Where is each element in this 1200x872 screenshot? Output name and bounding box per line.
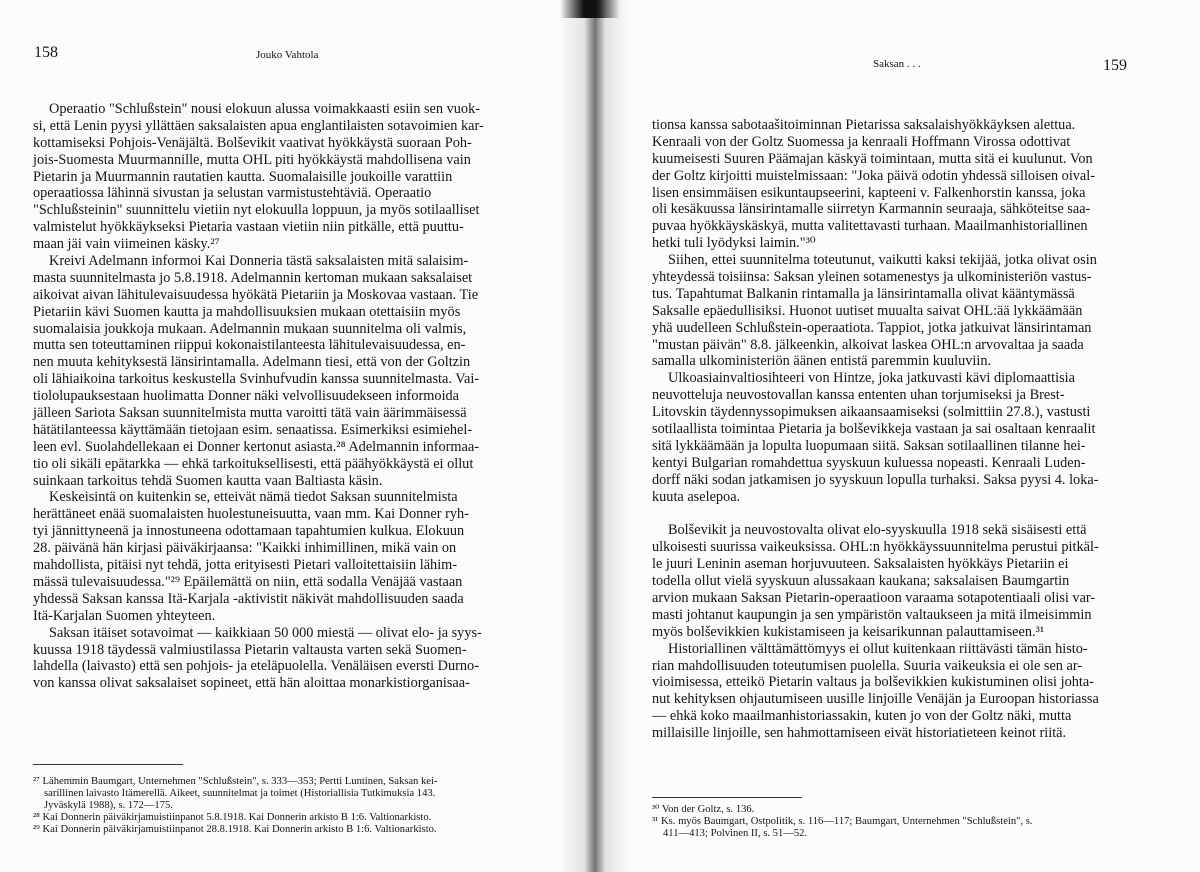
text-line: Kreivi Adelmann informoi Kai Donneria tästä saksalaisten mitä salaisim- — [49, 253, 469, 270]
footnote-line: sarillinen laivasto Itämerellä. Aikeet, suunnitelmat ja toimet (Historiallisia Tutkimuksia 143. — [44, 787, 436, 799]
text-line: Saksalle epäedullisiksi. Huonot uutiset muualta saivat OHL:ää lykkäämään — [652, 302, 1083, 319]
text-line: yhä uudelleen Schlußstein-operaatiota. Tappiot, jotka jatkuivat länsirintaman — [652, 319, 1092, 336]
text-line: Pietarin ja Muurmannin rautatien kautta. Suomalaisille joukoille varattiin — [33, 168, 453, 185]
text-line: myös bolševikkien kukistamiseen ja keisarikunnan palauttamiseen.³¹ — [652, 623, 1045, 640]
footnote-line: ²⁷ Lähemmin Baumgart, Unternehmen "Schlußstein", s. 333—353; Pertti Luntinen, Saksan kei- — [33, 776, 438, 787]
text-line: yhteydessä toisiinsa: Saksan yleinen sotamenestys ja ulkoministeriön vastus- — [652, 269, 1092, 286]
text-line: lahdella (laivasto) että sen pohjois- ja eteläpuolella. Venäläisen eversti Durno- — [33, 658, 479, 675]
text-line: sotilaallista toimintaa Pietaria ja bolševikkeja vastaan ja sai osaltaan kenraalit — [652, 421, 1096, 438]
text-line: Saksan itäiset sotavoimat — kaikkiaan 50 000 miestä — olivat elo- ja syys- — [49, 624, 482, 641]
footnote-rule — [33, 764, 183, 765]
text-line: operaatiossa lähinnä sivustan ja selustan varmistustehtäviä. Operaatio — [33, 185, 432, 202]
text-line: puvaa hyökkäyskäskyä, mutta valitettavasti turhaan. Maailmanhistoriallinen — [652, 218, 1088, 235]
text-line: tus. Tapahtumat Balkanin rintamalla ja länsirintamalla olivat kääntymässä — [652, 285, 1075, 302]
text-line: todella ollut vielä syyskuun alussakaan kaukana; saksalaisen Baumgartin — [652, 573, 1070, 590]
page-number: 159 — [1103, 57, 1127, 74]
text-line: Historiallinen välttämättömyys ei ollut kuitenkaan riittävästi tämän histo- — [668, 640, 1088, 657]
text-line: masta suunnitelmasta jo 5.8.1918. Adelmannin kertoman mukaan saksalaiset — [33, 269, 473, 286]
text-line: jälleen Sariota Saksan suunnitelmista mutta varoitti tätä vain äärimmäisessä — [33, 405, 467, 422]
text-line: kuussa 1918 täydessä valmiustilassa Pietarin valtausta varten sekä Suomen- — [33, 641, 467, 658]
text-line: Keskeisintä on kuitenkin se, etteivät nämä tiedot Saksan suunnitelmista — [49, 489, 458, 506]
text-line: nen muuta kehityksestä länsirintamalla. Adelmann tiesi, että von der Goltzin — [33, 354, 471, 371]
footnote-line: ²⁸ Kai Donnerin päiväkirjamuistiinpanot 5.8.1918. Kai Donnerin arkisto B 1:6. Valtionarkisto. — [33, 811, 432, 823]
text-line: Bolševikit ja neuvostovalta olivat elo-syyskuulla 1918 sekä sisäisesti että — [668, 522, 1087, 539]
text-line: rian mahdollisuuden toteutumisen puolella. Suuria vaikeuksia ei ole sen ar- — [652, 657, 1083, 674]
text-line: mutta sen toteuttaminen riippui kokonaistilanteesta lähitulevaisuudessa, en- — [33, 337, 466, 354]
text-line: yhdessä Saksan kanssa Itä-Karjala -aktivistit näkivät mahdollisuuden saada — [33, 590, 464, 607]
text-line: der Goltz kirjoitti muistelmissaan: "Joka päivä odotin yhdessä silloisen oival- — [652, 167, 1096, 184]
text-line: mahdollista, pitäisi nyt tehdä, jotta erityisesti Pietari valloitettaisiin lähim- — [33, 557, 458, 574]
text-line: neuvotteluja neuvostovallan kanssa ententen uhan torjumiseksi ja Brest- — [652, 387, 1065, 404]
text-line: — ehkä koko maailmanhistoriassakin, kuten jo von der Goltz näki, mutta — [652, 708, 1072, 725]
text-line: tio oli sikäli epätarkka — ehkä tarkoituksellisesti, että päähyökkäystä ei ollut — [33, 455, 474, 472]
footnotes — [33, 776, 558, 835]
text-line: oli kesäkuussa länsirintamalle siirretyn Karmannin seuraaja, sähköteitse saa- — [652, 201, 1091, 218]
text-line: Pietariin kävi Suomen kautta ja mahdollisuuksien mukaan otettaisiin myös — [33, 303, 461, 320]
text-line: tiololupauksestaan huolimatta Donner näki velvollisuudekseen informoida — [33, 388, 460, 405]
text-line — [652, 505, 1178, 522]
text-line: von kanssa olivat saksalaiset sopineet, että hän aloittaa monarkistiorganisaa- — [33, 675, 470, 692]
text-line: millaisille linjoille, sen hahmottamiseen eivät historiatieteen keinot riitä. — [652, 725, 1067, 742]
left-page — [0, 0, 594, 872]
text-line: si, että Lenin pyysi yllättäen saksalaisten apua englantilaisten sotavoimien kar- — [33, 117, 484, 134]
text-line: kuumeisesti Suuren Päämajan käskyä toimintaan, mutta sitä ei kuulunut. Von — [652, 150, 1093, 167]
right-page — [594, 0, 1200, 872]
running-head: Saksan . . . — [873, 58, 921, 70]
text-line: kottamiseksi Pohjois-Venäjältä. Bolševikit vaativat hyökkäystä suoraan Poh- — [33, 134, 472, 151]
page-number: 158 — [34, 44, 58, 61]
spine-edge — [560, 0, 620, 18]
text-line: leen evl. Suolahdellekaan ei Donner kertonut asiasta.²⁸ Adelmannin informaa- — [33, 438, 479, 455]
footnote-line: ³¹ Ks. myös Baumgart, Ostpolitik, s. 116—117; Baumgart, Unternehmen "Schlußstein", s. — [652, 815, 1033, 827]
text-line: "mustan päivän" 8.8. jälkeenkin, alkoivat laskea OHL:n arvovaltaa ja saada — [652, 336, 1084, 353]
text-line: kentyi Bulgarian romahdettua syyskuun kuluessa nopeasti. Kenraali Luden- — [652, 454, 1086, 471]
footnote-line: Jyväskylä 1988), s. 172—175. — [44, 799, 173, 811]
text-line: arvion mukaan Saksan Pietarin-operaatioon varaama sotapotentiaali olisi var- — [652, 589, 1096, 606]
footnote-rule — [652, 797, 802, 798]
text-line: "Schlußsteinin" suunnittelu vietiin nyt elokuulla loppuun, ja myös sotilaalliset — [33, 202, 480, 219]
text-line: aikoivat aivan lähitulevaisuudessa hyökätä Pietariin ja Moskovaa vastaan. Tie — [33, 286, 479, 303]
text-line: valmistelut hyökkäykseksi Pietaria vastaan vietiin niin pitkälle, että puuttu- — [33, 219, 464, 236]
body-text — [33, 101, 558, 692]
text-line: Litovskin täydennyssopimuksen aikaansaamiseksi (solmittiin 27.8.), vastusti — [652, 404, 1091, 421]
text-line: 28. päivänä hän kirjasi päiväkirjaansa: "Kaikki inhimillinen, mikä vain on — [33, 540, 457, 557]
text-line: masti johtanut kaupungin ja sen ympäristön valtaukseen ja mitä ilmeisimmin — [652, 606, 1092, 623]
text-line: Kenraali von der Goltz Suomessa ja kenraali Hoffmann Virossa odottivat — [652, 133, 1071, 150]
text-line: nut kehityksen ohjautumiseen uusille linjoille Venäjän ja Euroopan historiassa — [652, 691, 1099, 708]
text-line: maan jäi vain viimeinen käsky.²⁷ — [33, 236, 220, 253]
body-text — [652, 117, 1178, 742]
text-line: kuuta aselepoa. — [652, 488, 741, 505]
text-line: Ulkoasiainvaltiosihteeri von Hintze, joka jatkuvasti kävi diplomaattisia — [668, 370, 1075, 387]
text-line: tyi jännittyneenä ja innostuneena odottamaan tapahtumien kulkua. Elokuun — [33, 523, 465, 540]
text-line: Itä-Karjalan Suomen yhteyteen. — [33, 607, 216, 624]
footnote-line: ²⁹ Kai Donnerin päiväkirjamuistiinpanot 28.8.1918. Kai Donnerin arkisto B 1:6. Valtionarkisto. — [33, 823, 437, 835]
text-line: Siihen, ettei suunnitelma toteutunut, vaikutti kaksi tekijää, jotka olivat osin — [668, 252, 1097, 269]
footnotes — [652, 804, 1178, 840]
text-line: mässä tulevaisuudessa."²⁹ Epäilemättä on niin, että sodalla Venäjää vastaan — [33, 573, 463, 590]
text-line: dorff näki sodan jatkamisen jo syyskuun lopulla turhaksi. Saksa pyysi 4. loka- — [652, 471, 1099, 488]
text-line: herättäneet enää suomalaisten huolestuneisuutta, vaan mm. Kai Donner ryh- — [33, 506, 469, 523]
text-line: samalla ulkoministeriön äänen entistä paremmin kuuluviin. — [652, 353, 992, 370]
text-line: jois-Suomesta Muurmannille, mutta OHL piti hyökkäystä mahdollisena vain — [33, 151, 471, 168]
text-line: oli lähiaikoina tarkoitus keskustella Svinhufvudin kanssa suunnitelmasta. Vai- — [33, 371, 480, 388]
text-line: suinkaan tarkoitus tehdä Suomen kautta vaan Baltiasta käsin. — [33, 472, 383, 489]
text-line: hätätilanteessa käyttämään tietojaan esim. senaatissa. Esimerkiksi esimiehel- — [33, 421, 473, 438]
text-line: hetki tuli lyödyksi laimin."³⁰ — [652, 235, 816, 252]
text-line: sitä lykkäämään ja lopulta luopumaan siitä. Saksan sotilaallinen tilanne hei- — [652, 437, 1086, 454]
text-line: Operaatio "Schlußstein" nousi elokuun alussa voimakkaasti esiin sen vuok- — [49, 101, 480, 117]
text-line: lisen ensimmäisen esikuntaupseerini, kapteeni v. Falkenhorstin kanssa, joka — [652, 184, 1086, 201]
text-line: tionsa kanssa sabotaašitoiminnan Pietarissa saksalaishyökkäyksen alettua. — [652, 117, 1076, 133]
footnote-line: 411—413; Polvinen II, s. 51—52. — [663, 827, 808, 839]
footnote-line: ³⁰ Von der Goltz, s. 136. — [652, 804, 755, 815]
text-line: le juuri Leninin aseman horjuvuuteen. Saksalaisten hyökkäys Pietariin ei — [652, 556, 1069, 573]
text-line: vioimisessa, etteikö Pietarin valtaus ja bolševikkien kukistuminen olisi johta- — [652, 674, 1094, 691]
running-head: Jouko Vahtola — [256, 49, 319, 61]
text-line: suomalaisia joukkoja mukaan. Adelmannin mukaan suunnitelma oli valmis, — [33, 320, 467, 337]
text-line: ulkoisesti suurissa vaikeuksissa. OHL:n hyökkäyssuunnitelma perustui pitkäl- — [652, 539, 1099, 556]
